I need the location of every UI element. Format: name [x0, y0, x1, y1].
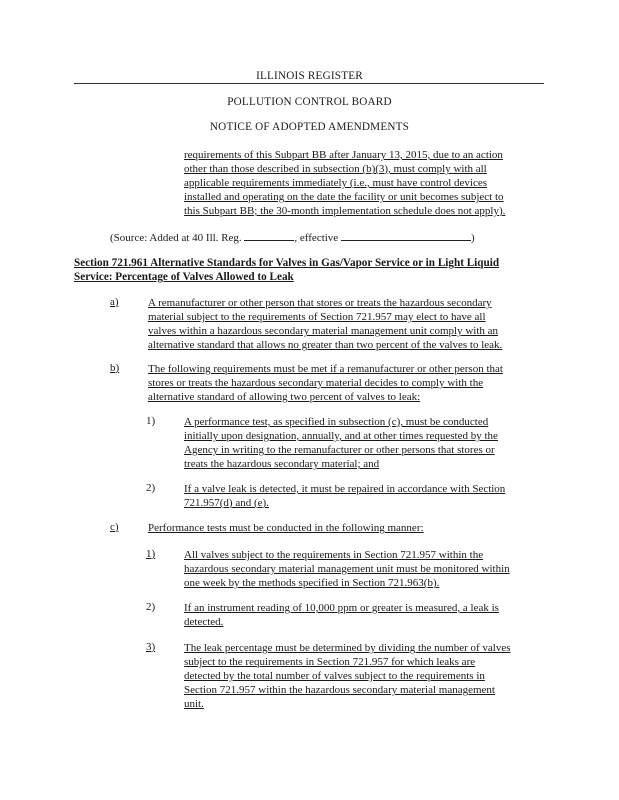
source-prefix: (Source: Added at 40 Ill. Reg.	[110, 232, 242, 244]
text-line: other than those described in subsection (b)(3), must comply with all	[184, 163, 487, 175]
item-c-paragraph	[148, 521, 548, 535]
item-c3-paragraph	[184, 641, 544, 711]
text-line: hazardous secondary material management unit must be monitored within	[184, 563, 510, 575]
text-line: applicable requirements immediately (i.e., must have control devices	[184, 177, 488, 189]
text-line: All valves subject to the requirements in Section 721.957 within the	[184, 549, 484, 561]
item-b2-paragraph	[184, 482, 544, 510]
text-line: The following requirements must be met if a remanufacturer or other person that	[148, 363, 503, 375]
text-line: this Subpart BB; the 30-month implementation schedule does not apply).	[184, 205, 506, 217]
subitem-label: 1)	[146, 415, 156, 427]
subitem-label: 2)	[146, 601, 156, 613]
text-line: initially upon designation, annually, and at other times requested by the	[184, 430, 498, 442]
source-suffix: )	[470, 232, 475, 244]
register-blank	[244, 230, 294, 241]
text-line: installed and operating on the date the facility or unit becomes subject to	[184, 191, 504, 203]
text-line: detected by the total number of valves subject to the requirements in	[184, 670, 485, 682]
text-line: A performance test, as specified in subsection (c), must be conducted	[184, 416, 489, 428]
item-b-paragraph	[148, 362, 548, 404]
register-title-text: ILLINOIS REGISTER	[256, 70, 363, 82]
section-heading-line: Service: Percentage of Valves Allowed to Leak	[74, 271, 294, 283]
text-line: treats the hazardous secondary material; and	[184, 458, 380, 470]
text-line: Agency in writing to the remanufacturer or other persons that stores or	[184, 444, 495, 456]
notice-title	[0, 121, 619, 133]
text-line: If an instrument reading of 10,000 ppm or greater is measured, a leak is	[184, 602, 499, 614]
text-line: requirements of this Subpart BB after January 13, 2015, due to an action	[184, 149, 503, 161]
source-line	[110, 230, 550, 244]
board-title	[0, 96, 619, 108]
text-line: Performance tests must be conducted in the following manner:	[148, 522, 424, 534]
item-a-paragraph	[148, 296, 548, 352]
item-b1-paragraph	[184, 415, 544, 471]
item-c2-paragraph	[184, 601, 544, 629]
text-line: Section 721.957 within the hazardous secondary material management	[184, 684, 495, 696]
section-heading	[74, 256, 554, 284]
text-line: If a valve leak is detected, it must be repaired in accordance with Section	[184, 483, 506, 495]
subitem-label: 3)	[146, 641, 156, 653]
effective-blank	[341, 230, 471, 241]
text-line: alternative standard of allowing two percent of valves to leak:	[148, 391, 421, 403]
text-line: alternative standard that allows no greater than two percent of the valves to leak.	[148, 339, 503, 351]
text-line: unit.	[184, 698, 204, 710]
subitem-label: 2)	[146, 482, 156, 494]
text-line: The leak percentage must be determined by dividing the number of valves	[184, 642, 511, 654]
text-line: material subject to the requirements of Section 721.957 may elect to have all	[148, 311, 486, 323]
text-line: stores or treats the hazardous secondary material decides to comply with the	[148, 377, 484, 389]
header-rule	[74, 83, 544, 84]
continuation-paragraph	[184, 148, 544, 218]
section-heading-line: Section 721.961 Alternative Standards for Valves in Gas/Vapor Service or in Light Liquid	[74, 257, 500, 269]
text-line: subject to the requirements in Section 721.957 for which leaks are	[184, 656, 476, 668]
item-c1-paragraph	[184, 548, 544, 590]
text-line: A remanufacturer or other person that stores or treats the hazardous secondary	[148, 297, 492, 309]
text-line: one week by the methods specified in Section 721.963(b).	[184, 577, 440, 589]
text-line: detected.	[184, 616, 224, 628]
text-line: 721.957(d) and (e).	[184, 497, 269, 509]
item-label: b)	[110, 362, 120, 374]
register-title	[0, 70, 619, 82]
item-label: c)	[110, 521, 119, 533]
text-line: valves within a hazardous secondary material management unit comply with an	[148, 325, 499, 337]
board-title-text: POLLUTION CONTROL BOARD	[227, 96, 392, 108]
item-label: a)	[110, 296, 119, 308]
subitem-label: 1)	[146, 548, 156, 560]
source-middle: , effective	[294, 232, 339, 244]
notice-title-text: NOTICE OF ADOPTED AMENDMENTS	[209, 121, 410, 133]
